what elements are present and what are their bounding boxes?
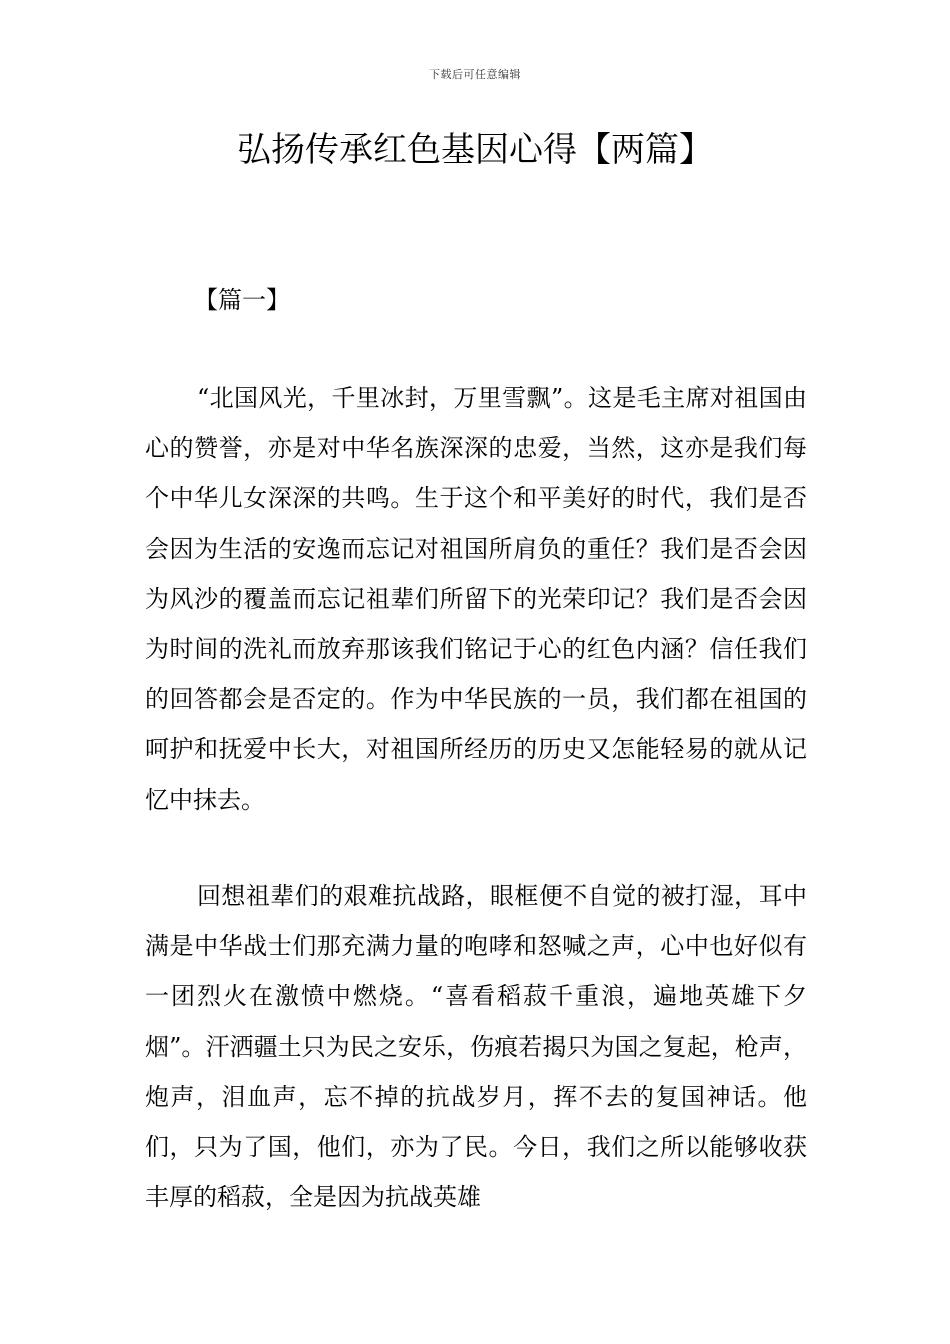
document-title: 弘扬传承红色基因心得【两篇】 — [237, 130, 713, 170]
paragraph: “北国风光，千里冰封，万里雪飘”。这是毛主席对祖国由心的赞誉，亦是对中华名族深深的忠爱，当然，这亦是我们每个中华儿女深深的共鸣。生于这个和平美好的时代，我们是否会因为生活的安逸而忘记对祖国所肩负的重任？我们是否会因为风沙的覆盖而忘记祖辈们所留下的光荣印记？我们是否会因为时间的洗礼而放弃那该我们铭记于心的红色内涵？信任我们的回答都会是否定的。作为中华民族的一员，我们都在祖国的呵护和抚爱中长大，对祖国所经历的历史又怎能轻易的就从记忆中抹去。 — [145, 384, 807, 814]
header-note: 下载后可任意编辑 — [429, 68, 521, 81]
paragraph: 回想祖辈们的艰难抗战路，眼框便不自觉的被打湿，耳中满是中华战士们那充满力量的咆哮和怒喊之声，心中也好似有一团烈火在激愤中燃烧。“喜看稻菽千重浪，遍地英雄下夕烟”。汗洒疆土只为民之安乐，伤痕若揭只为国之复起，枪声，炮声，泪血声，忘不掉的抗战岁月，挥不去的复国神话。他们，只为了国，他们，亦为了民。今日，我们之所以能够收获丰厚的稻菽，全是因为抗战英雄 — [145, 882, 807, 1212]
section-heading: 【篇一】 — [194, 286, 290, 314]
